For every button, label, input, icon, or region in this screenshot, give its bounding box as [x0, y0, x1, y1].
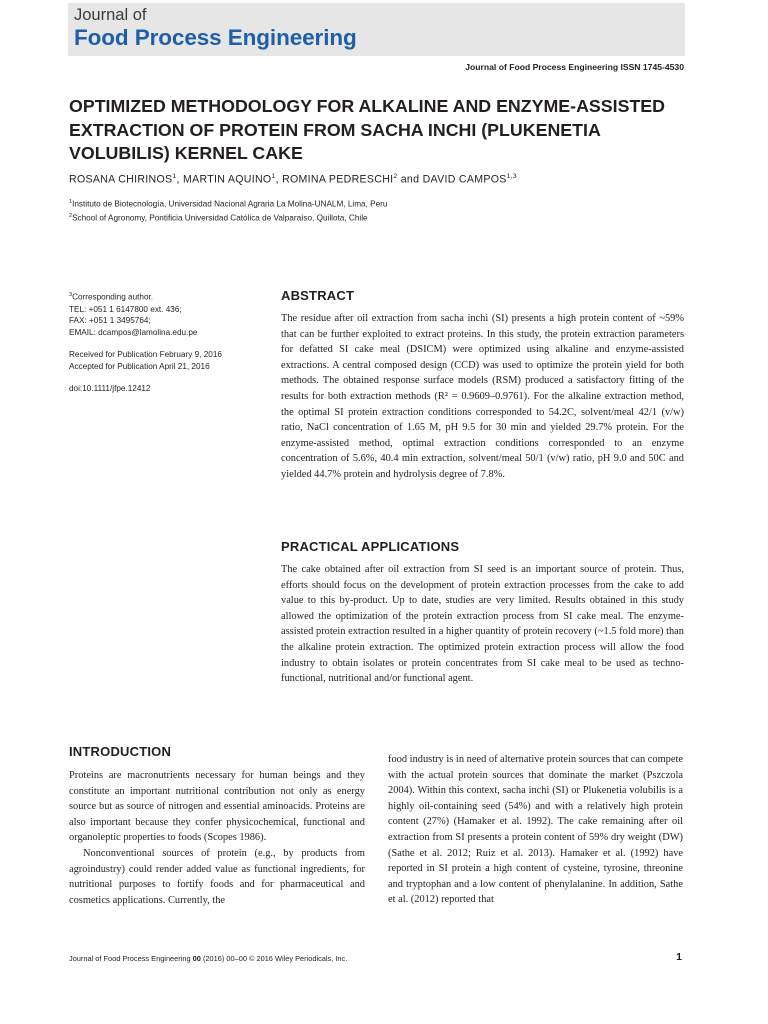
masthead-journal-name: Food Process Engineering: [74, 25, 357, 50]
footer-details: (2016) 00–00 © 2016 Wiley Periodicals, Inc.: [200, 954, 348, 963]
page-number: 1: [676, 951, 682, 963]
abstract-heading: ABSTRACT: [281, 288, 355, 303]
author-name: DAVID CAMPOS: [422, 173, 507, 186]
affiliation-mark: 1: [69, 199, 73, 205]
received-date: Received for Publication February 9, 2016: [69, 349, 222, 359]
introduction-right-column: food industry is in need of alternative protein sources that can compete with the actual protein sources that dominate the market (Pszczola 2004). Within this context, sacha inchi (SI) or Plukenetia volubilis is a highly oil-containing seed (54%) and with a relatively high protein content (27%) (Hamaker et al. 1992). The cake remaining after oil extraction from SI presents a protein content of 59% dry weight (DW) (Sathe et al. 2012; Ruiz et al. 2013). Hamaker et al. (1992) have reported in SI protein a high content of cysteine, tyrosine, threonine and tryptophan and a low content of phenylalanine. In addition, Sathe et al. (2012) reported that: [388, 754, 683, 906]
fax: FAX: +051 1 3495764;: [69, 316, 151, 326]
affiliation-text: Instituto de Biotecnología, Universidad Nacional Agraria La Molina-UNALM, Lima, Peru: [72, 199, 388, 209]
author-name: MARTIN AQUINO: [183, 173, 272, 186]
author-list: [69, 173, 517, 186]
introduction-paragraph: Nonconventional sources of protein (e.g., by products from agroindustry) could render added value as functional ingredients, for nutritional purposes to fortify foods and for pharmaceutical and cosmetics applications. Currently, the: [69, 847, 365, 906]
corresponding-mark: 3: [69, 292, 73, 298]
corresponding-label: Corresponding author.: [72, 292, 154, 302]
author-separator: ,: [275, 173, 283, 186]
affiliation: [69, 213, 368, 223]
correspondence-info: [69, 290, 264, 394]
footer-journal: Journal of Food Process Engineering: [69, 954, 191, 963]
doi-link[interactable]: doi:10.1111/jfpe.12412: [69, 383, 151, 393]
author-affiliation-mark: 2: [393, 173, 398, 180]
author-name: ROSANA CHIRINOS: [69, 173, 173, 186]
affiliation-mark: 2: [69, 213, 73, 219]
affiliation-text: School of Agronomy, Pontificia Universidad Católica de Valparaíso, Quillota, Chile: [72, 213, 368, 223]
practical-applications-text: The cake obtained after oil extraction from SI seed is an important source of protein. Thus, efforts should focus on the development of protein extraction processes from the cake to add value to this by-product. Up to date, studies are very limited. Results obtained in this study allowed the optimization of the protein extraction process from SI cake meal. The enzyme-assisted protein extraction resulted in a higher quantity of protein recovery (~1.5 fold more) than the alkaline protein extraction. The optimized protein extraction process will allow the food industry to obtain isolates or protein concentrates from SI cake meal to be used as techno-functional, nutritional and/or functional agent.: [281, 564, 684, 685]
telephone: TEL: +051 1 6147800 ext. 436;: [69, 304, 182, 314]
article-title: OPTIMIZED METHODOLOGY FOR ALKALINE AND ENZYME-ASSISTED EXTRACTION OF PROTEIN FROM SACHA INCHI (PLUKENETIA VOLUBILIS) KERNEL CAKE: [69, 96, 666, 163]
introduction-heading: INTRODUCTION: [69, 744, 172, 759]
journal-masthead: [68, 3, 685, 56]
accepted-date: Accepted for Publication April 21, 2016: [69, 361, 210, 371]
email-link[interactable]: EMAIL: dcampos@lamolina.edu.pe: [69, 328, 198, 338]
introduction-paragraph: Proteins are macronutrients necessary for human beings and they constitute an important nutritional contribution not only as energy source but as source of nitrogen and essential aminoacids. Proteins are also important because they confer physicochemical, functional and organoleptic properties to foods (Scopes 1986).: [69, 770, 365, 844]
corresponding-author-line: [69, 290, 264, 304]
abstract-text: The residue after oil extraction from sacha inchi (SI) presents a high protein content of ~59% that can be further exploited to extract proteins. In this study, the protein extraction parameters for defatted SI cake meal (DSICM) were optimized using alkaline and enzyme-assisted extractions. A central composed design (CCD) was used to optimize the protein yield for both methods. The obtained response surface models (RSM) produced a satisfactory fitting of the results for both extraction methods (R² = 0.9609–0.9761). For the alkaline extraction method, the optimal SI protein extraction conditions corresponded to 54.2C, solvent/meal 42/1 (v/w) ratio, NaCl concentration of 1.65 M, pH 9.5 for 30 min and yielded 29.7% protein. For the enzyme-assisted method, optimal extraction conditions corresponded to an enzyme concentration of 5.6%, 40.4 min extraction, solvent/meal 50/1 (v/w) ratio, pH 9.0 and 50C and yielded 44.7% protein and hydrolysis degree of 7.8%.: [281, 313, 684, 480]
author-affiliation-mark: 1,3: [506, 173, 517, 180]
masthead-journal-word: Journal of: [74, 6, 147, 24]
author-separator: ,: [176, 173, 183, 186]
practical-applications-heading: PRACTICAL APPLICATIONS: [281, 539, 460, 554]
footer-volume: 00: [192, 954, 201, 963]
author-and: and: [397, 173, 423, 186]
introduction-left-column: [69, 768, 365, 908]
author-name: ROMINA PEDRESCHI: [282, 173, 394, 186]
affiliation: [69, 199, 387, 209]
issn-line: Journal of Food Process Engineering ISSN 1745-4530: [465, 62, 684, 72]
page-footer-citation: [69, 954, 347, 963]
author-affiliation-mark: 1: [271, 173, 276, 180]
author-affiliation-mark: 1: [172, 173, 177, 180]
